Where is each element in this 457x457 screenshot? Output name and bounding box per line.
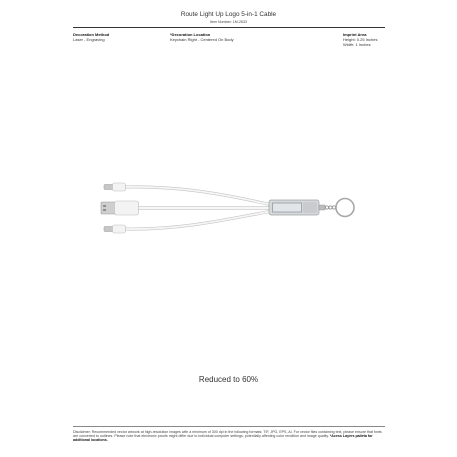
decoration-location-value: Keychain Right - Centered On Body — [170, 37, 234, 43]
usb-a-connector — [101, 201, 139, 215]
top-micro-usb-connector — [104, 183, 126, 191]
layers-note: *Acess Layers palleta for additional locations. — [73, 433, 373, 443]
keychain-ring — [319, 199, 354, 217]
wire-lower — [124, 211, 272, 229]
disclaimer-text — [73, 430, 385, 443]
decoration-method-value: Laser - Engraving — [73, 37, 105, 43]
imprint-area-box — [273, 203, 302, 212]
footer-divider — [73, 426, 385, 427]
item-number: Item Number: 1M-2633 — [210, 19, 247, 24]
imprint-width: Width: 1 Inches — [343, 42, 371, 48]
product-title: Route Light Up Logo 5-in-1 Cable — [180, 11, 277, 18]
disclaimer-body: Disclaimer: Recommended vector artwork at high-resolution images with a minimum of 300 dpi in the following formats: TIF, JPG, EPS, AI. For vector files containing text, please ensure that fonts are converted to outlines. Please note that electronic proofs might differ due to individual computer settings, potentially affecting color rendition and image quality. — [73, 429, 382, 438]
decoration-method-heading: Decoration Method — [73, 32, 110, 37]
light-up-logo-module — [269, 200, 319, 215]
imprint-height: Height: 0.25 Inches — [343, 37, 378, 43]
decoration-location-heading: *Decoration Location — [170, 32, 211, 37]
imprint-area-heading: Imprint Area — [343, 32, 367, 37]
reduction-note: Reduced to 60% — [198, 375, 259, 384]
wire-upper — [124, 187, 272, 205]
bottom-micro-usb-connector — [104, 225, 126, 233]
cable-wires — [124, 187, 272, 229]
